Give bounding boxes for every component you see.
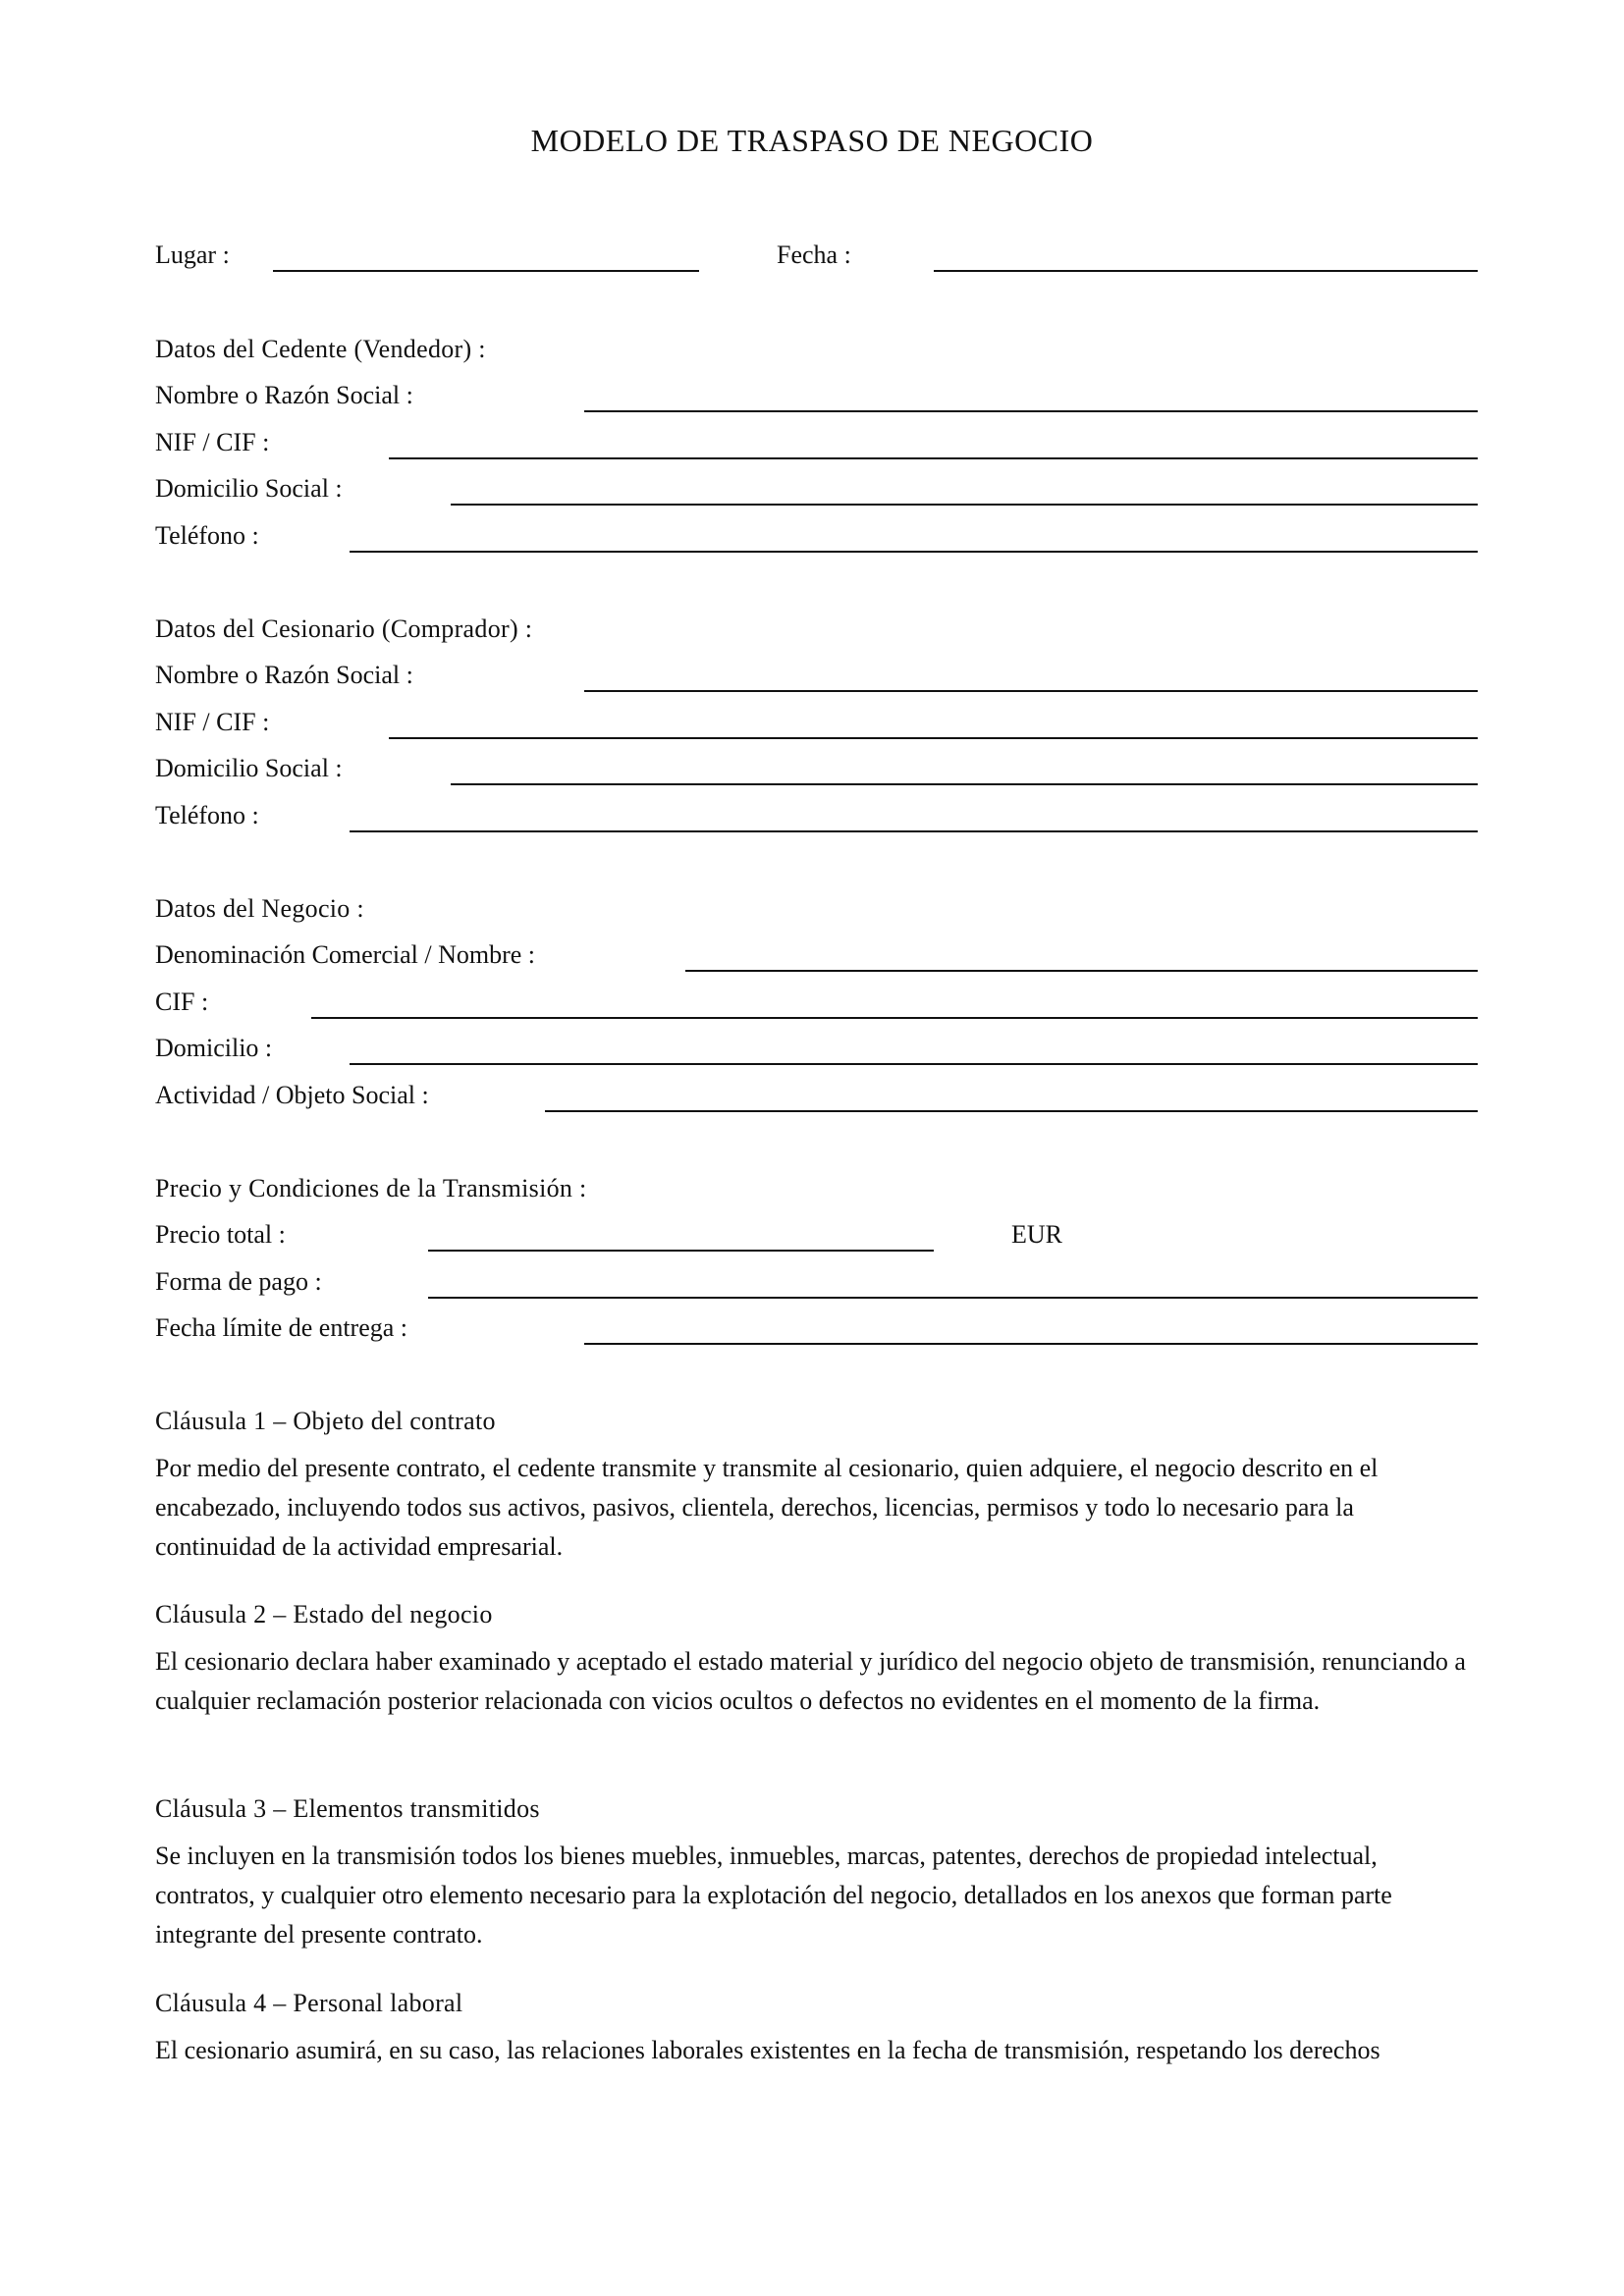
clausula-2-title: Cláusula 2 – Estado del negocio bbox=[155, 1600, 493, 1629]
cedente-nif-field[interactable] bbox=[389, 457, 1478, 459]
fecha-limite-label: Fecha límite de entrega : bbox=[155, 1313, 408, 1342]
cedente-nif-label: NIF / CIF : bbox=[155, 428, 270, 456]
cedente-telefono-label: Teléfono : bbox=[155, 521, 259, 550]
negocio-denominacion-label: Denominación Comercial / Nombre : bbox=[155, 940, 536, 969]
negocio-cif-label: CIF : bbox=[155, 988, 209, 1016]
forma-pago-field[interactable] bbox=[428, 1297, 1478, 1299]
clausula-4-text: El cesionario asumirá, en su caso, las relaciones laborales existentes en la fecha de transmisión, respetando los derechos bbox=[155, 2036, 1380, 2064]
cedente-domicilio-field[interactable] bbox=[451, 504, 1478, 506]
negocio-heading: Datos del Negocio : bbox=[155, 894, 364, 923]
lugar-label: Lugar : bbox=[155, 240, 230, 269]
cedente-domicilio-label: Domicilio Social : bbox=[155, 474, 343, 503]
clausula-4-title: Cláusula 4 – Personal laboral bbox=[155, 1989, 463, 2017]
negocio-actividad-label: Actividad / Objeto Social : bbox=[155, 1081, 429, 1109]
cesionario-telefono-field[interactable] bbox=[350, 830, 1478, 832]
negocio-actividad-field[interactable] bbox=[545, 1110, 1478, 1112]
precio-heading: Precio y Condiciones de la Transmisión : bbox=[155, 1174, 587, 1202]
currency-label: EUR bbox=[1011, 1220, 1062, 1249]
clausula-1-text: Por medio del presente contrato, el cedente transmite y transmite al cesionario, quien adquiere, el negocio descrito en el encabezado, incluyendo todos sus activos, pasivos, clientela, derechos, licencias, permisos y todo lo necesario para la continuidad de la actividad empresarial. bbox=[155, 1454, 1379, 1561]
cesionario-nombre-label: Nombre o Razón Social : bbox=[155, 661, 413, 689]
negocio-denominacion-field[interactable] bbox=[685, 970, 1478, 972]
cesionario-domicilio-field[interactable] bbox=[451, 783, 1478, 785]
lugar-field[interactable] bbox=[273, 270, 699, 272]
fecha-label: Fecha : bbox=[777, 240, 851, 269]
clausula-3-title: Cláusula 3 – Elementos transmitidos bbox=[155, 1794, 540, 1823]
cesionario-telefono-label: Teléfono : bbox=[155, 801, 259, 829]
clausula-3-text: Se incluyen en la transmisión todos los bienes muebles, inmuebles, marcas, patentes, derechos de propiedad intelectual, contratos, y cualquier otro elemento necesario para la explotación del negocio, detallados en los anexos que forman parte integrante del presente contrato. bbox=[155, 1842, 1392, 1949]
clausula-1-title: Cláusula 1 – Objeto del contrato bbox=[155, 1407, 496, 1435]
negocio-cif-field[interactable] bbox=[311, 1017, 1478, 1019]
cesionario-nif-label: NIF / CIF : bbox=[155, 708, 270, 736]
negocio-domicilio-field[interactable] bbox=[350, 1063, 1478, 1065]
cedente-telefono-field[interactable] bbox=[350, 551, 1478, 553]
clausula-2-text: El cesionario declara haber examinado y aceptado el estado material y jurídico del negocio objeto de transmisión, renunciando a cualquier reclamación posterior relacionada con vicios ocultos o defectos no evidentes en el momento de la firma. bbox=[155, 1647, 1466, 1715]
fecha-field[interactable] bbox=[934, 270, 1478, 272]
cedente-nombre-label: Nombre o Razón Social : bbox=[155, 381, 413, 409]
fecha-limite-field[interactable] bbox=[584, 1343, 1478, 1345]
cesionario-heading: Datos del Cesionario (Comprador) : bbox=[155, 614, 533, 643]
cesionario-nif-field[interactable] bbox=[389, 737, 1478, 739]
cesionario-domicilio-label: Domicilio Social : bbox=[155, 754, 343, 782]
forma-pago-label: Forma de pago : bbox=[155, 1267, 322, 1296]
document-title: MODELO DE TRASPASO DE NEGOCIO bbox=[530, 123, 1094, 158]
cedente-heading: Datos del Cedente (Vendedor) : bbox=[155, 335, 486, 363]
precio-total-label: Precio total : bbox=[155, 1220, 286, 1249]
precio-total-field[interactable] bbox=[428, 1250, 934, 1252]
cesionario-nombre-field[interactable] bbox=[584, 690, 1478, 692]
cedente-nombre-field[interactable] bbox=[584, 410, 1478, 412]
negocio-domicilio-label: Domicilio : bbox=[155, 1034, 273, 1062]
